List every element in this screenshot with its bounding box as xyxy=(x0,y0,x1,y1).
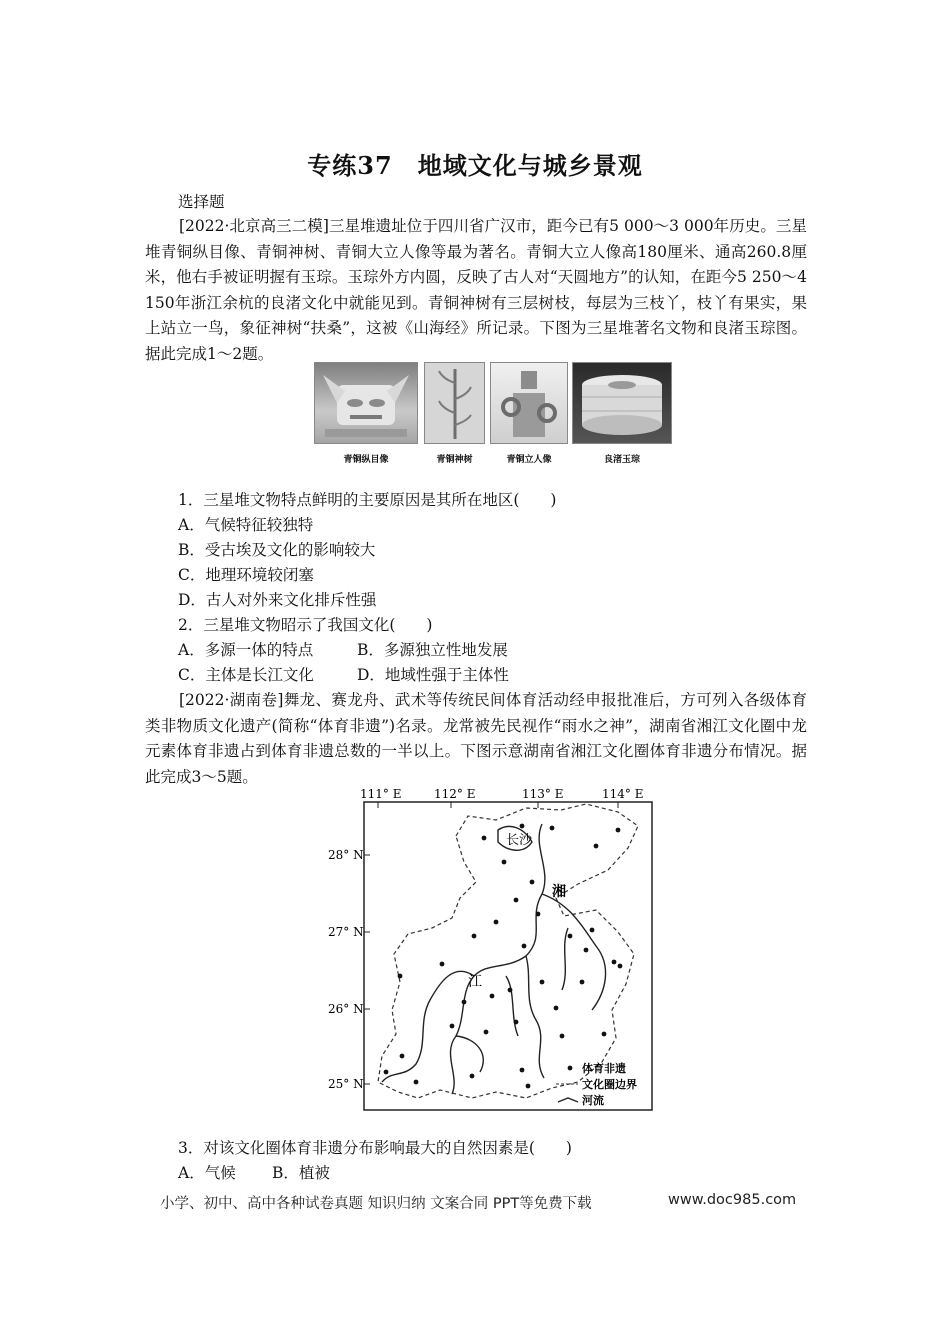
legend-river: 河流 xyxy=(582,1094,604,1107)
lon-label-111: 111° E xyxy=(360,787,402,801)
lon-label-114: 114° E xyxy=(602,787,644,801)
passage-sanxingdui: [2022·北京高三二模]三星堆遗址位于四川省广汉市，距今已有5 000～3 000年历史。三星堆青铜纵目像、青铜神树、青铜大立人像等最为著名。青铜大立人像高180厘米、通高260.8厘米，他右手被证明握有玉琮。玉琮外方内圆，反映了古人对“天圆地方”的认知，在距今5 250～4 150年浙江余杭的良渚文化中就能见到。青铜神树有三层树枝，每层为三枝丫，枝丫有果实，果上站立一鸟，象征神树“扶桑”，这被《山海经》所记录。下图为三星堆著名文物和良渚玉琮图。据此完成1～2题。 xyxy=(145,217,807,363)
footer-text: 小学、初中、高中各种试卷真题 知识归纳 文案合同 PPT等免费下载 xyxy=(160,1196,592,1212)
lat-label-26: 26° N xyxy=(328,1002,364,1016)
q1-option-c[interactable]: C．地理环境较闭塞 xyxy=(178,566,314,584)
page-title: 专练37 地域文化与城乡景观 xyxy=(307,151,643,180)
q1-option-d[interactable]: D．古人对外来文化排斥性强 xyxy=(178,591,377,609)
q3-option-a[interactable]: A．气候 xyxy=(178,1164,236,1182)
caption-cong: 良渚玉琮 xyxy=(603,455,640,465)
lat-label-28: 28° N xyxy=(328,848,364,862)
bronze-tree-photo xyxy=(424,362,485,444)
caption-mask: 青铜纵目像 xyxy=(343,455,389,465)
jade-cong-photo xyxy=(572,362,672,444)
q1-option-b[interactable]: B．受古埃及文化的影响较大 xyxy=(178,541,376,559)
q2-stem: 2．三星堆文物昭示了我国文化( ) xyxy=(178,616,433,634)
q2-option-d[interactable]: D．地域性强于主体性 xyxy=(357,666,509,684)
footer-url[interactable]: www.doc985.com xyxy=(668,1192,797,1208)
caption-tree: 青铜神树 xyxy=(436,455,473,465)
q1-stem: 1．三星堆文物特点鲜明的主要原因是其所在地区( ) xyxy=(178,491,557,509)
river-label-jiang: 江 xyxy=(468,974,482,990)
lat-label-25: 25° N xyxy=(328,1077,364,1091)
legend-heritage: 体育非遗 xyxy=(582,1062,626,1075)
caption-figure: 青铜立人像 xyxy=(506,455,552,465)
page-footer xyxy=(160,1192,800,1213)
passage-hunan: [2022·湖南卷]舞龙、赛龙舟、武术等传统民间体育活动经申报批准后，方可列入各级体育类非物质文化遗产(简称“体育非遗”)名录。龙常被先民视作“雨水之神”，湖南省湘江文化圈中龙元素体育非遗占到体育非遗总数的一半以上。下图示意湖南省湘江文化圈体育非遗分布情况。据此完成3～5题。 xyxy=(145,691,807,786)
xiangjiang-culture-map xyxy=(328,786,660,1116)
lat-label-27: 27° N xyxy=(328,925,364,939)
river-label-xiang: 湘 xyxy=(552,884,566,900)
artifact-photo-row xyxy=(314,362,674,465)
lon-label-112: 112° E xyxy=(434,787,476,801)
legend-boundary: 文化圈边界 xyxy=(582,1078,637,1091)
lon-label-113: 113° E xyxy=(522,787,564,801)
section-heading: 选择题 xyxy=(178,193,225,211)
q2-option-b[interactable]: B．多源独立性地发展 xyxy=(357,641,508,659)
q3-option-b[interactable]: B．植被 xyxy=(272,1164,330,1182)
q1-option-a[interactable]: A．气候特征较独特 xyxy=(178,516,314,534)
bronze-mask-photo xyxy=(314,362,418,444)
bronze-figure-photo xyxy=(490,362,568,444)
label-changsha: 长沙 xyxy=(506,833,533,848)
q3-stem: 3．对该文化圈体育非遗分布影响最大的自然因素是( ) xyxy=(178,1139,572,1157)
q2-option-c[interactable]: C．主体是长江文化 xyxy=(178,666,314,684)
q2-option-a[interactable]: A．多源一体的特点 xyxy=(178,641,314,659)
